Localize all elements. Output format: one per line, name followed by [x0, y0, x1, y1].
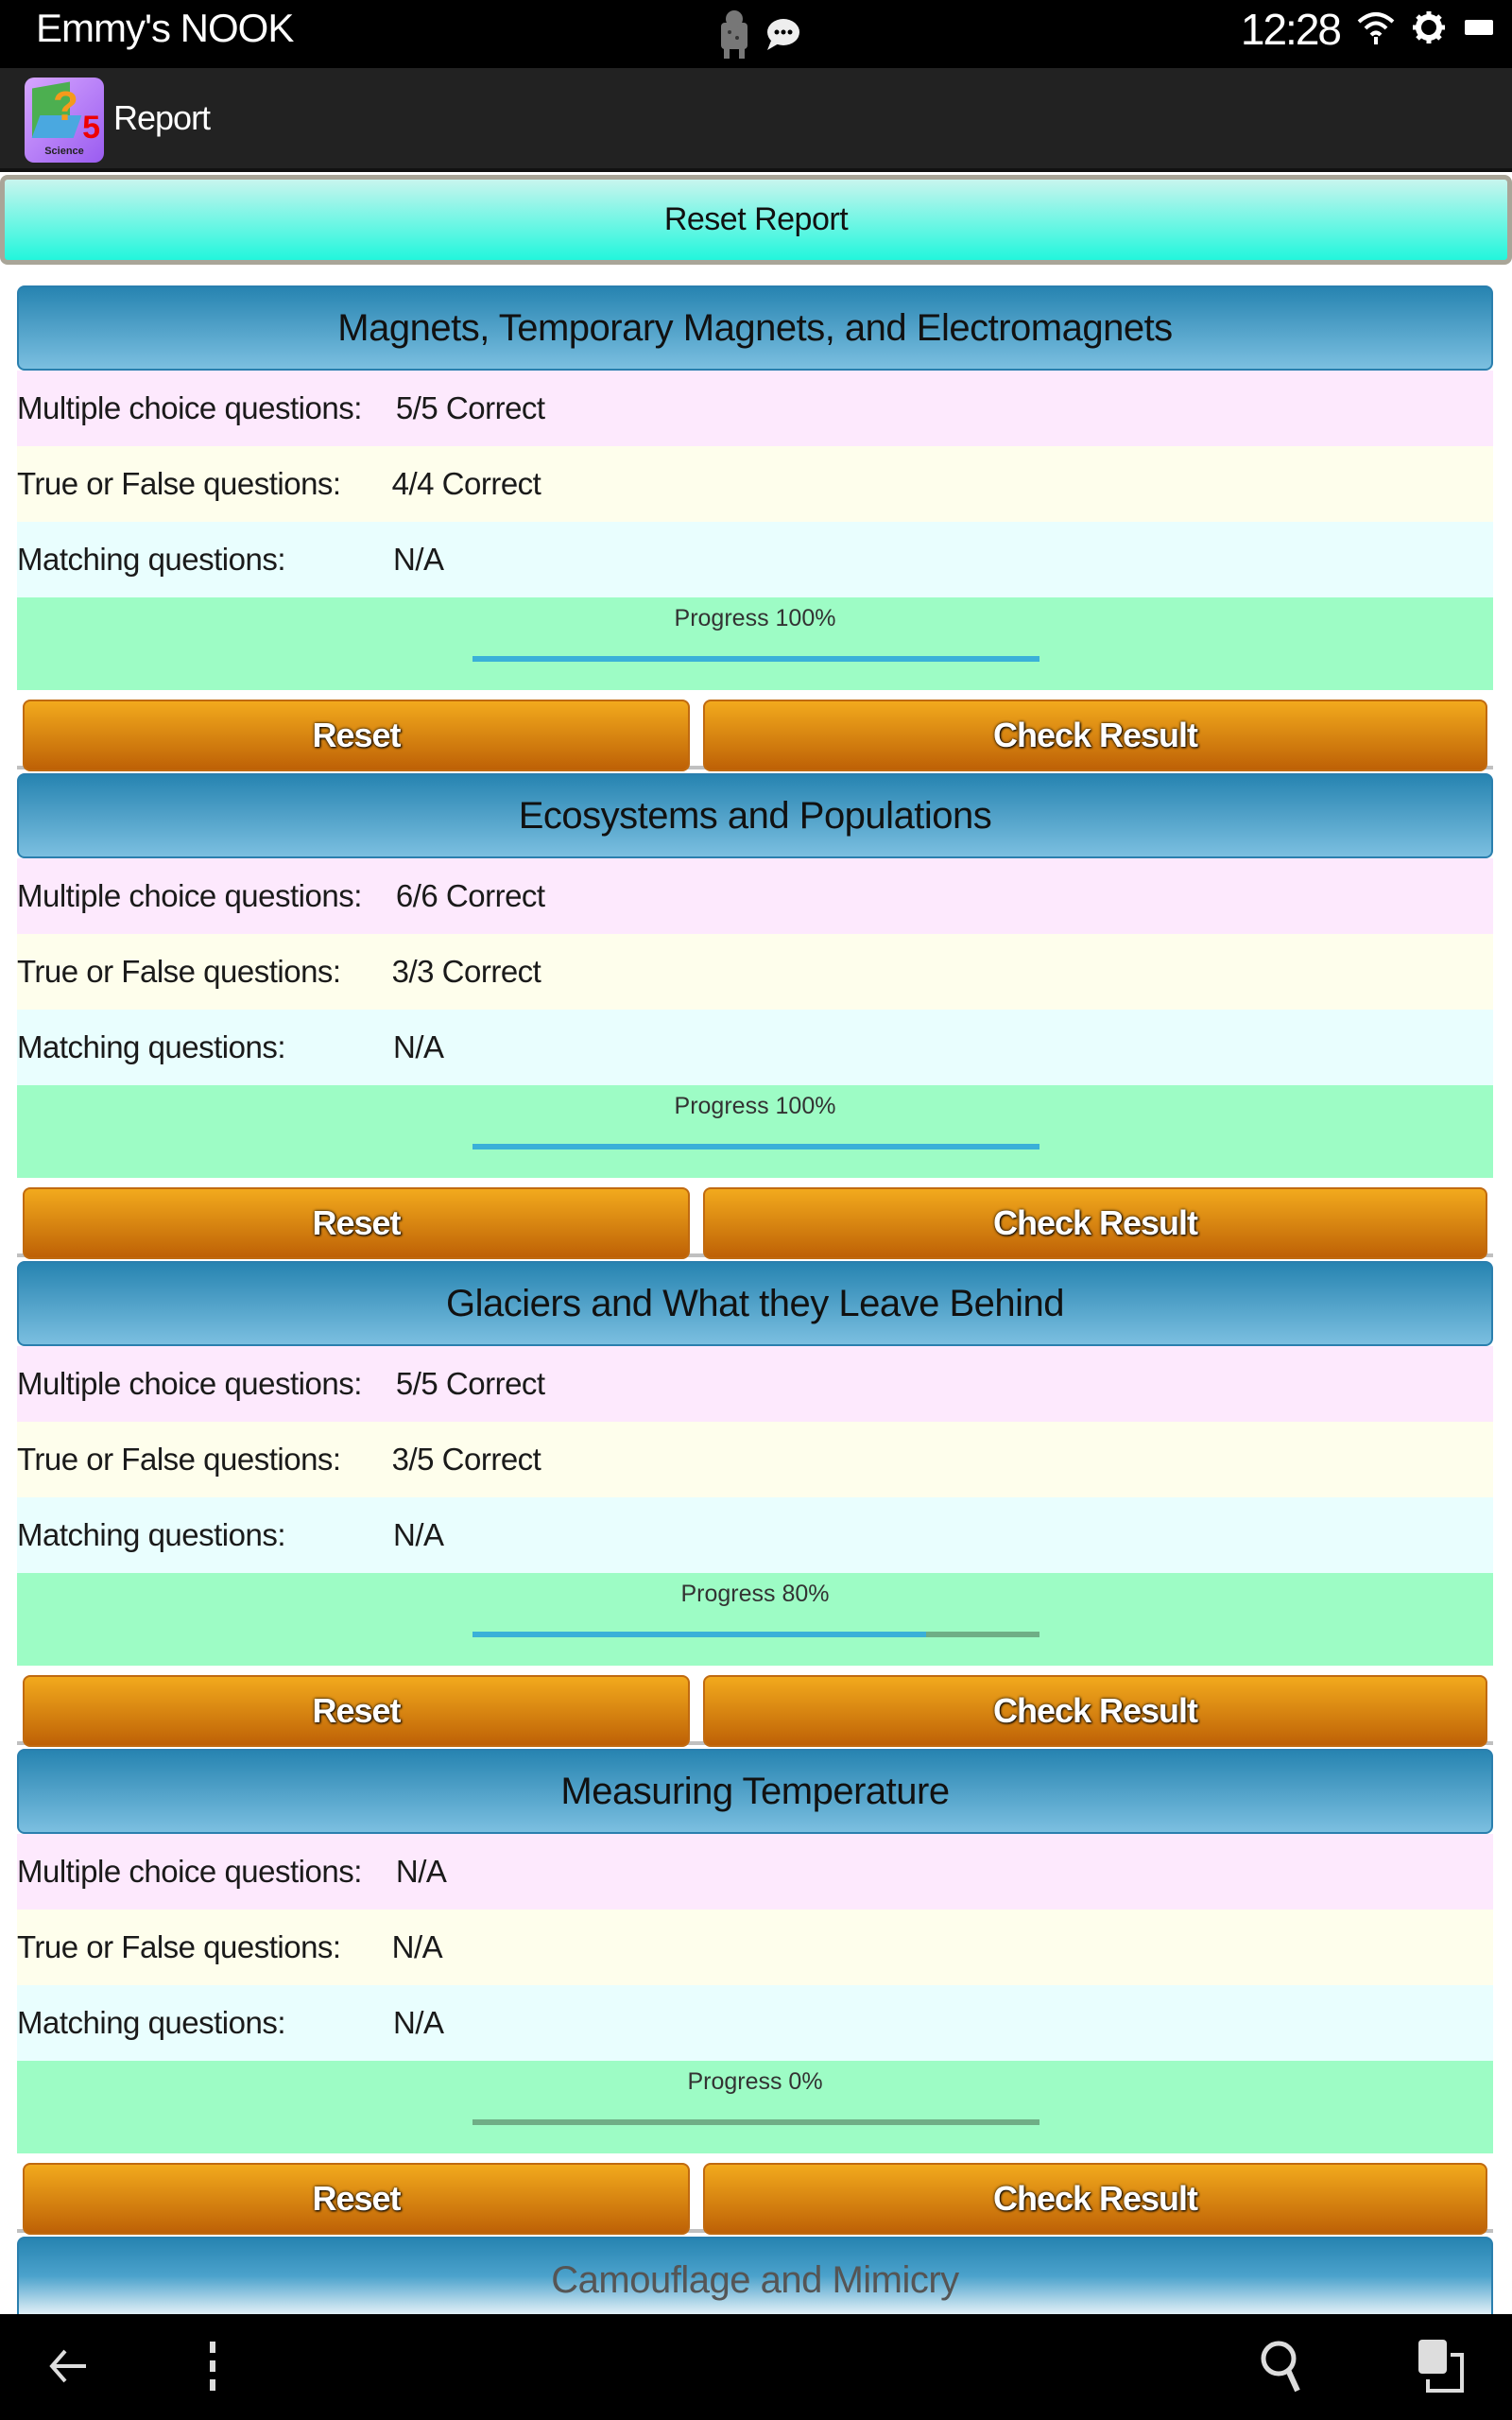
- true-false-label: True or False questions:: [17, 1929, 341, 1964]
- check-result-button[interactable]: Check Result: [703, 1675, 1487, 1747]
- progress-fill: [472, 1632, 926, 1637]
- check-result-button[interactable]: Check Result: [703, 2163, 1487, 2235]
- report-section: [17, 1749, 1493, 2237]
- progress-fill: [472, 656, 1040, 662]
- matching-value: N/A: [393, 1029, 444, 1064]
- progress-label: Progress 80%: [680, 1581, 830, 1607]
- chat-bubble-icon: [764, 16, 801, 59]
- multiple-choice-row: [17, 1346, 1493, 1422]
- report-section: [17, 773, 1493, 1261]
- report-section: [17, 285, 1493, 773]
- true-false-label: True or False questions:: [17, 466, 341, 501]
- true-false-label: True or False questions:: [17, 954, 341, 989]
- matching-row: [17, 1010, 1493, 1085]
- progress-bar: [472, 1632, 1040, 1637]
- matching-value: N/A: [393, 1517, 444, 1552]
- multiple-choice-row: [17, 371, 1493, 446]
- section-title: Glaciers and What they Leave Behind: [17, 1261, 1493, 1346]
- action-bar: [0, 68, 1512, 172]
- progress-bar: [472, 1144, 1040, 1150]
- multiple-choice-label: Multiple choice questions:: [17, 1854, 362, 1889]
- multiple-choice-value: 5/5 Correct: [395, 390, 545, 425]
- clock: 12:28: [1240, 5, 1340, 54]
- matching-value: N/A: [393, 542, 444, 577]
- progress-box: [17, 1085, 1493, 1178]
- matching-row: [17, 1497, 1493, 1573]
- progress-label: Progress 100%: [674, 605, 836, 631]
- check-result-button[interactable]: Check Result: [703, 1187, 1487, 1259]
- progress-box: [17, 1573, 1493, 1666]
- matching-value: N/A: [393, 2005, 444, 2040]
- section-title: Ecosystems and Populations: [17, 773, 1493, 858]
- reset-button[interactable]: Reset: [23, 700, 690, 771]
- multiple-choice-value: N/A: [395, 1854, 447, 1889]
- progress-fill: [472, 1144, 1040, 1150]
- multiple-choice-value: 5/5 Correct: [395, 1366, 545, 1401]
- recent-apps-icon[interactable]: [1408, 2333, 1474, 2399]
- progress-label: Progress 100%: [674, 1093, 836, 1119]
- true-false-label: True or False questions:: [17, 1442, 341, 1477]
- matching-label: Matching questions:: [17, 542, 286, 577]
- section-title: Measuring Temperature: [17, 1749, 1493, 1834]
- true-false-value: N/A: [391, 1929, 443, 1964]
- reset-button[interactable]: Reset: [23, 2163, 690, 2235]
- science-5-app-icon[interactable]: ? 5 Science: [25, 78, 104, 163]
- true-false-row: [17, 446, 1493, 522]
- matching-row: [17, 1985, 1493, 2061]
- progress-bar: [472, 2119, 1040, 2125]
- true-false-value: 3/5 Correct: [391, 1442, 541, 1477]
- page-title: Report: [113, 98, 211, 137]
- matching-label: Matching questions:: [17, 1029, 286, 1064]
- navigation-bar: [0, 2314, 1512, 2420]
- settings-gear-icon: [1412, 10, 1446, 49]
- progress-bar: [472, 656, 1040, 662]
- multiple-choice-row: [17, 858, 1493, 934]
- status-bar: [0, 0, 1512, 68]
- report-section: [17, 1261, 1493, 1749]
- progress-label: Progress 0%: [687, 2068, 823, 2095]
- matching-label: Matching questions:: [17, 1517, 286, 1552]
- android-debug-icon: [718, 9, 750, 65]
- report-section: [17, 2237, 1493, 2314]
- progress-box: [17, 597, 1493, 690]
- overflow-menu-icon[interactable]: [180, 2333, 246, 2399]
- multiple-choice-label: Multiple choice questions:: [17, 878, 362, 913]
- reset-button[interactable]: Reset: [23, 1187, 690, 1259]
- check-result-button[interactable]: Check Result: [703, 700, 1487, 771]
- report-list[interactable]: [17, 285, 1493, 2314]
- true-false-value: 3/3 Correct: [391, 954, 541, 989]
- multiple-choice-label: Multiple choice questions:: [17, 1366, 362, 1401]
- true-false-row: [17, 1422, 1493, 1497]
- matching-label: Matching questions:: [17, 2005, 286, 2040]
- reset-button[interactable]: Reset: [23, 1675, 690, 1747]
- true-false-row: [17, 1910, 1493, 1985]
- wifi-icon: [1357, 10, 1395, 49]
- battery-icon: [1463, 16, 1495, 43]
- device-name: Emmy's NOOK: [36, 6, 294, 50]
- section-title: Camouflage and Mimicry: [17, 2237, 1493, 2314]
- back-arrow-icon[interactable]: [36, 2333, 102, 2399]
- section-title: Magnets, Temporary Magnets, and Electromagnets: [17, 285, 1493, 371]
- true-false-value: 4/4 Correct: [391, 466, 541, 501]
- multiple-choice-value: 6/6 Correct: [395, 878, 545, 913]
- progress-box: [17, 2061, 1493, 2153]
- search-icon[interactable]: [1247, 2333, 1314, 2399]
- matching-row: [17, 522, 1493, 597]
- multiple-choice-row: [17, 1834, 1493, 1910]
- reset-report-button[interactable]: Reset Report: [0, 175, 1512, 265]
- multiple-choice-label: Multiple choice questions:: [17, 390, 362, 425]
- true-false-row: [17, 934, 1493, 1010]
